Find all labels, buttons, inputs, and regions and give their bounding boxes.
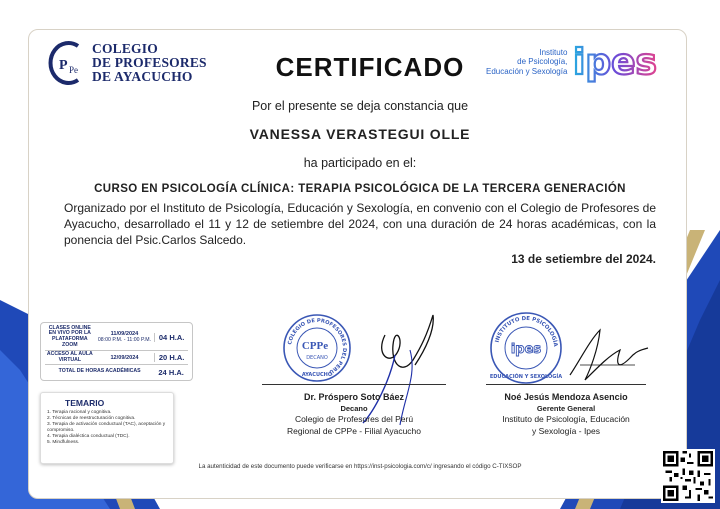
schedule-row-label: ACCESO AL AULA VIRTUAL: [46, 350, 93, 363]
signer-left-org2: Regional de CPPe - Filial Ayacucho: [286, 425, 422, 436]
schedule-total-hours: 24 H.A.: [158, 368, 184, 377]
signer-left-org1: Colegio de Profesores del Perú: [294, 414, 414, 425]
certificate-title: CERTIFICADO: [275, 52, 465, 82]
temario-title: TEMARIO: [65, 398, 105, 408]
seal-colegio: [282, 313, 352, 383]
schedule-row-hours: 04 H.A.: [154, 333, 188, 342]
ipes-line3: Educación y Sexología: [486, 66, 568, 76]
body-paragraph: Organizado por el Instituto de Psicología, Educación y Sexología, en convenio con el Colegio de Profesores de Ayacucho, desarrollado el 11 y 12 de setiembre del 2024, con una duración de 24 horas académicas, con la ponencia del Psic.Carlos Salcedo.: [64, 201, 656, 247]
schedule-total: [45, 364, 188, 377]
ipes-line2: de Psicología,: [517, 57, 568, 67]
temario-item: 2. Técnicas de reestructuración cognitiva.: [47, 415, 136, 421]
svg-text:Pe: Pe: [69, 65, 78, 75]
signature-line-right: [486, 384, 646, 385]
ipes-line1: Instituto: [539, 47, 568, 57]
cpp-line3: DE AYACUCHO: [92, 68, 193, 84]
cpp-line1: COLEGIO: [92, 41, 158, 57]
schedule-row-label: CLASES ONLINE EN VIVO POR LA PLATAFORMA ZOOM: [48, 324, 91, 348]
course-title: CURSO EN PSICOLOGÍA CLÍNICA: TERAPIA PSICOLÓGICA DE LA TERCERA GENERACIÓN: [94, 183, 626, 195]
schedule-row: [45, 326, 188, 348]
signer-right: [474, 391, 658, 438]
signer-right-name: Noé Jesús Mendoza Asencio: [504, 392, 628, 402]
seal-left-center: DECANO: [306, 355, 328, 361]
signer-left: [262, 391, 446, 438]
schedule-row-date: 12/09/2024: [110, 354, 139, 361]
schedule-row-date: 11/09/2024: [110, 331, 139, 337]
seal-left-initials: CPPe: [301, 340, 329, 352]
participated-text: ha participado en el:: [303, 156, 417, 170]
schedule-row-time: 08:00 P.M. - 11:00 P.M.: [97, 337, 151, 343]
signature-right: [560, 320, 655, 390]
verification-note: La autenticidad de este documento puede verificarse en https://inst-psicologia.com/c/ ingresando el código C-TIXSOP: [198, 463, 522, 470]
qr-code-icon[interactable]: [661, 449, 715, 503]
temario-item: 5. Mindfulness.: [47, 439, 80, 445]
schedule-row: [45, 350, 188, 364]
schedule-row-hours: 20 H.A.: [154, 353, 188, 362]
signature-line-left: [262, 384, 446, 385]
issue-date: 13 de setiembre del 2024.: [511, 252, 656, 266]
svg-text:ipes: ipes: [573, 42, 658, 83]
temario-item: 1. Terapia racional y cognitiva.: [47, 410, 112, 415]
svg-text:P: P: [59, 58, 68, 73]
schedule-table: [40, 322, 193, 381]
seal-ipes: [489, 311, 563, 385]
cpp-line2: DE PROFESORES: [92, 55, 207, 71]
intro-text: Por el presente se deja constancia que: [251, 99, 469, 113]
seal-left-bottom: AYACUCHO: [301, 372, 333, 378]
recipient-name: VANESSA VERASTEGUI OLLE: [249, 126, 471, 142]
temario-item: 3. Terapia de activación conductual (TAC), aceptación y compromiso.: [47, 421, 166, 433]
signer-left-role: Decano: [340, 403, 368, 413]
signer-right-role: Gerente General: [536, 403, 596, 413]
cppe-emblem: [48, 40, 88, 86]
temario-card: [40, 392, 174, 464]
seal-left-ring: COLEGIO DE PROFESORES DEL PERÚ: [287, 317, 348, 375]
seal-right-bottom: EDUCACIÓN Y SEXOLOGÍA: [489, 374, 563, 380]
signer-right-org1: Instituto de Psicología, Educación: [502, 414, 630, 425]
signer-left-name: Dr. Próspero Soto Báez: [303, 392, 405, 402]
ipes-wordmark: [571, 40, 667, 84]
seal-right-center: ipes: [510, 342, 542, 357]
colegio-profesores-logo: [48, 40, 207, 86]
seal-right-ring: INSTITUTO DE PSICOLOGÍA: [494, 315, 559, 348]
signer-right-org2: y Sexología - Ipes: [531, 425, 601, 436]
schedule-total-label: TOTAL DE HORAS ACADÉMICAS: [58, 368, 141, 374]
ipes-logo: [486, 40, 667, 84]
temario-item: 4. Terapia dialéctica conductual (TDC).: [47, 433, 130, 439]
